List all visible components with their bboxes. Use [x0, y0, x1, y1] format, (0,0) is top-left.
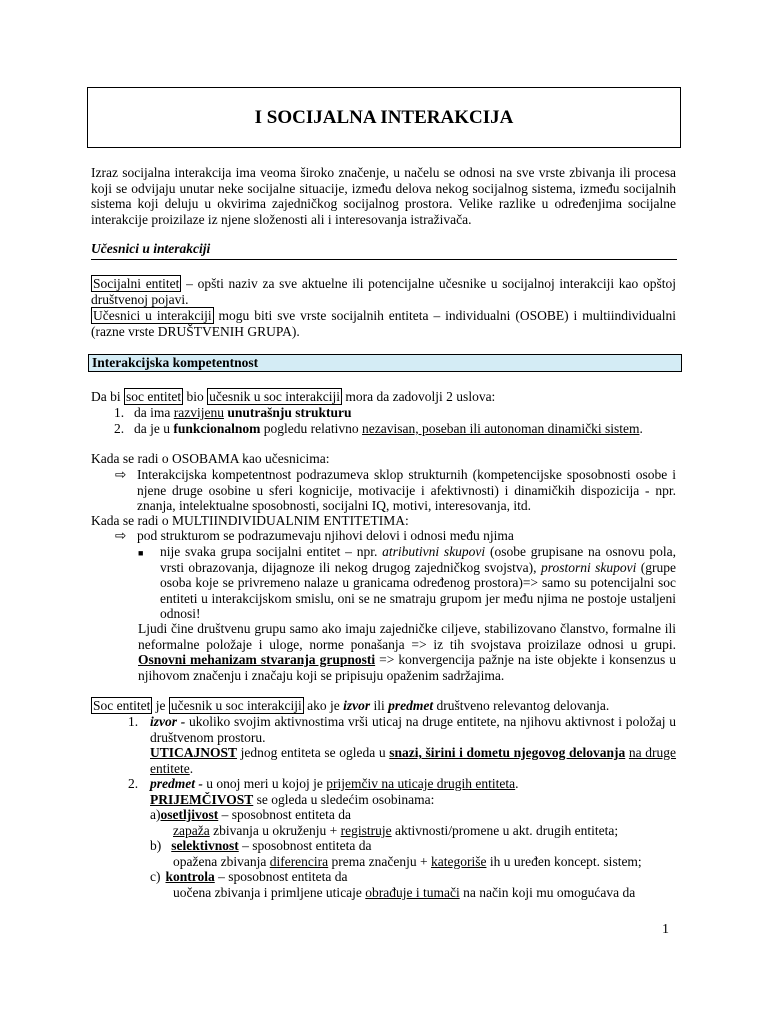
paragraph-ucesnici: Učesnici u interakciji mogu biti sve vrste socijalnih entiteta – individualni (OSOBE) i multiindividualni (razne vrste DRUŠTVENIH GRUPA). — [91, 308, 676, 339]
subitem-b: b) selektivnost – sposobnost entiteta da opažena zbivanja diferencira prema značenju + kategoriše ih u uređen koncept. sistem; — [150, 838, 642, 869]
term-soc-entitet: Soc entitet — [93, 698, 151, 713]
page-number: 1 — [662, 922, 669, 937]
arrow-bullet-icon: ⇨ — [115, 528, 127, 543]
list-item: 2. da je u funkcionalnom pogledu relativno nezavisan, poseban ili autonoman dinamički sistem. — [114, 420, 643, 436]
square-bullet-icon: ■ — [138, 548, 144, 558]
subitem-c: c) kontrola – sposobnost entiteta da uočena zbivanja i primljene uticaje obrađuje i tumači na način koji mu omogućava da — [150, 869, 636, 900]
condition-list — [114, 405, 684, 436]
title-box — [87, 87, 681, 148]
section-heading-ucesnici: Učesnici u interakciji — [91, 241, 211, 256]
paragraph-socijalni-entitet: Socijalni entitet – opšti naziv za sve aktuelne ili potencijalne učesnike u socijalnoj interakciji kao opštoj društvenoj pojavi. — [91, 276, 676, 307]
predmet-item: 2. predmet - u onoj meri u kojoj je prijemčiv na uticaje drugih entiteta. PRIJEMČIVOST se ogleda u sledećim osobinama: — [128, 776, 519, 807]
multi-intro: Kada se radi o MULTIINDIVIDUALNIM ENTITETIMA: — [91, 513, 409, 528]
izvor-item: 1. izvor - ukoliko svojim aktivnostima vrši uticaj na druge entitete, na njihovu aktivnost i položaj u društvenom prostoru. UTICAJNOST jednog entiteta se ogleda u snazi, širini i dometu njegovog delovanja na druge entitete. — [128, 714, 677, 776]
term-ucesnik: učesnik u soc interakciji — [209, 389, 340, 404]
intro-paragraph: Izraz socijalna interakcija ima veoma široko značenje, u načelu se odnosi na sve vrste zbivanja ili procesa koji se odvijaju unutar neke socijalne situacije, između delova nekog socijalnog sistema, između socijalnih sistema koji deluju u okvirima zajedničkog socijalnog prostora. Velike razlike u određenjima socijalne interakcije proizilaze iz njene složenosti ali i interesovanja istraživača. — [91, 165, 676, 227]
list-item: 1. da ima razvijenu unutrašnju strukturu — [114, 405, 352, 420]
conditions-intro: Da bi soc entitet bio učesnik u soc interakciji mora da zadovolji 2 uslova: — [91, 389, 496, 404]
osobe-intro: Kada se radi o OSOBAMA kao učesnicima: — [91, 451, 330, 466]
term-ucesnici-u-interakciji: Učesnici u interakciji — [93, 308, 212, 323]
osobe-item: ⇨ Interakcijska kompetentnost podrazumeva sklop strukturnih (kompetencijske sposobnosti osobe i njene druge osobine u sferi kognicije, motivacije i afektivnosti) i dinamičkih dispozicija - npr. znanja, intelektualne sposobnosti, socijalni IQ, motivi, interesovanja, itd. — [115, 467, 676, 514]
term-ucesnik: učesnik u soc interakciji — [170, 698, 302, 713]
ljudi-paragraph: Ljudi čine društvenu grupu samo ako imaju zajedničke ciljeve, stabilizovano članstvo, formalne ili neformalne položaje i uloge, norme ponašanja => iz tih svojstava proizilaze odnosi u grupi. Osnovni mehanizam stvaranja grupnosti => konvergencija pažnje na iste objekte i konsenzus u njihovom značenju i značaju koji se pripisuju opaženim sadržajima. — [138, 621, 676, 683]
subitem-a: a)osetljivost – sposobnost entiteta da zapaža zbivanja u okruženju + registruje aktivnosti/promene u akt. drugih entiteta; — [150, 807, 619, 838]
heading-underline — [91, 259, 677, 260]
multi-item: ⇨ pod strukturom se podrazumevaju njihovi delovi i odnosi među njima — [115, 528, 514, 543]
square-bullet-item: ■ nije svaka grupa socijalni entitet – npr. atributivni skupovi (osobe grupisane na osnovu pola, vrsti obrazovanja, dijagnoze ili nekog drugog zajedničkog svojstva), prostorni skupovi (grupe osoba koje se privremeno nalaze u granicama određenog prostora)=> samo su potencijalni soc entiteti u interakcijskom smislu, oni se ne smatraju grupom jer među njima ne postoje ustaljeni odnosi! — [138, 544, 677, 622]
section-heading-kompetentnost: Interakcijska kompetentnost — [88, 354, 682, 372]
arrow-bullet-icon: ⇨ — [115, 467, 127, 482]
izvor-predmet-intro: Soc entitet je učesnik u soc interakciji ako je izvor ili predmet društveno relevantog delovanja. — [93, 698, 610, 713]
term-socijalni-entitet: Socijalni entitet — [93, 276, 180, 291]
page-title: I SOCIJALNA INTERAKCIJA — [254, 106, 514, 128]
term-soc-entitet: soc entitet — [126, 389, 182, 404]
